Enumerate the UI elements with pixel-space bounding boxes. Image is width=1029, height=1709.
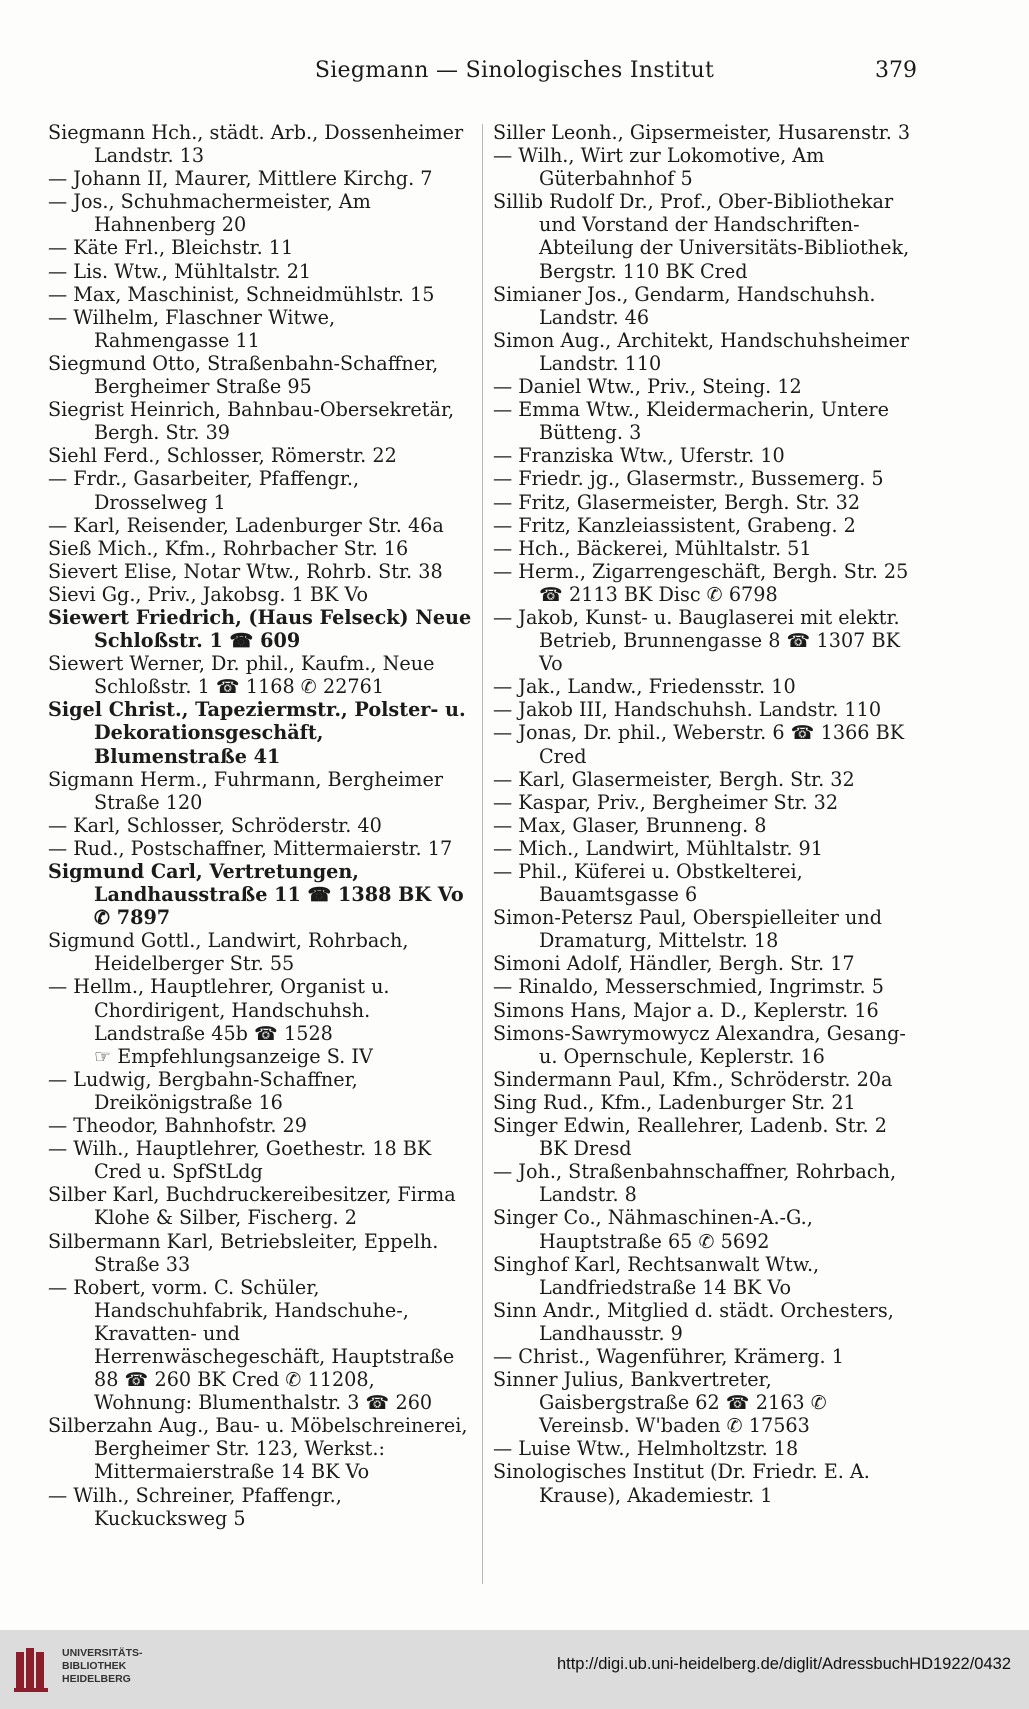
directory-entry: Siewert Werner, Dr. phil., Kaufm., Neue Schloßstr. 1 ☎ 1168 ✆ 22761 [48,652,435,699]
directory-entry: — Max, Maschinist, Schneidmühlstr. 15 [48,282,435,306]
directory-entry: Sigmann Herm., Fuhrmann, Bergheimer Straße 120 [48,767,443,814]
directory-entry: Sigmund Carl, Vertretungen, Landhausstraße 11 ☎ 1388 BK Vo ✆ 7897 [48,860,464,930]
directory-entry: Siegrist Heinrich, Bahnbau-Obersekretär, Bergh. Str. 39 [48,398,455,445]
directory-entry: — Emma Wtw., Kleidermacherin, Untere Bütteng. 3 [493,398,889,445]
directory-entry: — Daniel Wtw., Priv., Steing. 12 [493,375,802,399]
directory-entry: — Christ., Wagenführer, Krämerg. 1 [493,1344,844,1368]
directory-entry: — Hch., Bäckerei, Mühltalstr. 51 [493,536,812,560]
directory-entry: — Rinaldo, Messerschmied, Ingrimstr. 5 [493,975,884,999]
directory-entry: — Lis. Wtw., Mühltalstr. 21 [48,259,312,283]
directory-entry: — Frdr., Gasarbeiter, Pfaffengr., Drosselweg 1 [48,467,360,514]
running-header [0,58,1029,92]
directory-entry: Sigel Christ., Tapeziermstr., Polster- u. Dekorationsgeschäft, Blumenstraße 41 [48,698,466,768]
directory-entry: Simon Aug., Architekt, Handschuhsheimer Landstr. 110 [493,328,910,375]
directory-entry: Simoni Adolf, Händler, Bergh. Str. 17 [493,952,855,976]
directory-entry: — Hellm., Hauptlehrer, Organist u. Chordirigent, Handschuhsh. Landstraße 45b ☎ 1528 [48,975,390,1045]
directory-entry: — Franziska Wtw., Uferstr. 10 [493,444,785,468]
directory-entry: Simons Hans, Major a. D., Keplerstr. 16 [493,998,879,1022]
page-header-title: Siegmann — Sinologisches Institut [314,58,715,83]
directory-entry: — Rud., Postschaffner, Mittermaierstr. 17 [48,836,453,860]
directory-entry: — Friedr. jg., Glasermstr., Bussemerg. 5 [493,467,884,491]
directory-entry: Siegmann Hch., städt. Arb., Dossenheimer Landstr. 13 [48,121,464,168]
directory-entry: — Johann II, Maurer, Mittlere Kirchg. 7 [48,167,433,191]
directory-entry: — Wilh., Schreiner, Pfaffengr., Kuckucksweg 5 [48,1483,342,1530]
directory-entry: Sing Rud., Kfm., Ladenburger Str. 21 [493,1090,856,1114]
directory-entry: — Phil., Küferei u. Obstkelterei, Bauamtsgasse 6 [493,860,803,907]
directory-entry: Siewert Friedrich, (Haus Felseck) Neue Schloßstr. 1 ☎ 609 [48,605,472,653]
library-name-line: BIBLIOTHEK [62,1660,127,1672]
directory-entry: Silberzahn Aug., Bau- u. Möbelschreinerei, Bergheimer Str. 123, Werkst.: Mittermaierstraße 14 BK Vo [48,1414,468,1484]
directory-entry: Sinner Julius, Bankvertreter, Gaisbergstraße 62 ☎ 2163 ✆ Vereinsb. W'baden ✆ 17563 [493,1368,827,1438]
library-name [62,1647,143,1686]
directory-entry: Siller Leonh., Gipsermeister, Husarenstr. 3 [493,121,911,144]
directory-entry: Singer Edwin, Reallehrer, Ladenb. Str. 2 BK Dresd [493,1114,887,1161]
directory-entry: — Karl, Reisender, Ladenburger Str. 46a [48,513,444,537]
directory-entry: Sillib Rudolf Dr., Prof., Ober-Bibliothekar und Vorstand der Handschriften-Abteilung der Universitäts-Bibliothek, Bergstr. 110 BK Cred [493,190,910,283]
directory-entry: — Karl, Glasermeister, Bergh. Str. 32 [493,767,855,791]
directory-entry: ☞ Empfehlungsanzeige S. IV [94,1044,373,1068]
directory-entry: Sievi Gg., Priv., Jakobsg. 1 BK Vo [48,582,369,606]
directory-entry: Sinn Andr., Mitglied d. städt. Orchesters, Landhausstr. 9 [493,1298,894,1345]
directory-entry: Simon-Petersz Paul, Oberspielleiter und Dramaturg, Mittelstr. 18 [493,906,883,953]
directory-entry: — Jakob III, Handschuhsh. Landstr. 110 [493,698,882,722]
directory-entry: — Theodor, Bahnhofstr. 29 [48,1114,307,1138]
directory-entry: — Karl, Schlosser, Schröderstr. 40 [48,813,382,837]
directory-entry: Simons-Sawrymowycz Alexandra, Gesang- u. Opernschule, Keplerstr. 16 [493,1021,906,1068]
directory-entry: Sigmund Gottl., Landwirt, Rohrbach, Heidelberger Str. 55 [48,929,409,976]
directory-entry: — Luise Wtw., Helmholtzstr. 18 [493,1437,799,1461]
left-column [48,121,473,1530]
directory-entry: Singer Co., Nähmaschinen-A.-G., Hauptstraße 65 ✆ 5692 [493,1206,813,1253]
directory-entry: — Jak., Landw., Friedensstr. 10 [493,675,796,699]
directory-entry: — Herm., Zigarrengeschäft, Bergh. Str. 25 ☎ 2113 BK Disc ✆ 6798 [493,559,909,606]
directory-entry: — Kaspar, Priv., Bergheimer Str. 32 [493,790,839,814]
directory-entry: — Wilh., Hauptlehrer, Goethestr. 18 BK Cred u. SpfStLdg [48,1137,432,1184]
directory-entry: Singhof Karl, Rechtsanwalt Wtw., Landfriedstraße 14 BK Vo [493,1252,820,1299]
directory-entry: Simianer Jos., Gendarm, Handschuhsh. Landstr. 46 [493,282,876,329]
directory-entry: Sieß Mich., Kfm., Rohrbacher Str. 16 [48,536,409,560]
directory-entry: — Joh., Straßenbahnschaffner, Rohrbach, Landstr. 8 [493,1160,897,1207]
library-name-line: HEIDELBERG [62,1673,131,1685]
directory-entry: Sinologisches Institut (Dr. Friedr. E. A. Krause), Akademiestr. 1 [493,1460,870,1507]
library-footer-bar [0,1630,1029,1709]
directory-entry: — Fritz, Glasermeister, Bergh. Str. 32 [493,490,861,514]
library-logo-icon [14,1642,54,1694]
right-column [493,121,918,1507]
directory-entry: Siegmund Otto, Straßenbahn-Schaffner, Bergheimer Straße 95 [48,351,439,399]
directory-entry: — Käte Frl., Bleichstr. 11 [48,236,294,260]
library-name-line: UNIVERSITÄTS- [62,1647,143,1659]
directory-entry: — Wilhelm, Flaschner Witwe, Rahmengasse 11 [48,305,336,352]
directory-entry: — Fritz, Kanzleiassistent, Grabeng. 2 [493,513,856,537]
directory-entry: — Ludwig, Bergbahn-Schaffner, Dreikönigstraße 16 [48,1067,358,1114]
directory-entry: Sievert Elise, Notar Wtw., Rohrb. Str. 38 [48,559,443,583]
directory-entry: — Jakob, Kunst- u. Bauglaserei mit elektr. Betrieb, Brunnengasse 8 ☎ 1307 BK Vo [493,605,900,676]
directory-entry: — Jonas, Dr. phil., Weberstr. 6 ☎ 1366 BK Cred [493,721,905,768]
directory-entry: — Max, Glaser, Brunneng. 8 [493,813,767,837]
directory-entry: — Jos., Schuhmachermeister, Am Hahnenberg 20 [48,190,371,237]
directory-entry: — Robert, vorm. C. Schüler, Handschuhfabrik, Handschuhe-, Kravatten- und Herrenwäschegeschäft, Hauptstraße 88 ☎ 260 BK Cred ✆ 11208, Wohnung: Blumenthalstr. 3 ☎ 260 [48,1275,455,1415]
directory-entry: Silber Karl, Buchdruckereibesitzer, Firma Klohe & Silber, Fischerg. 2 [48,1183,456,1230]
page-number: 379 [875,58,917,83]
directory-entry: — Wilh., Wirt zur Lokomotive, Am Güterbahnhof 5 [493,144,825,191]
directory-entry: Silbermann Karl, Betriebsleiter, Eppelh. Straße 33 [48,1229,439,1276]
directory-entry: Sindermann Paul, Kfm., Schröderstr. 20a [493,1067,893,1091]
directory-entry: Siehl Ferd., Schlosser, Römerstr. 22 [48,444,397,468]
source-url-link[interactable]: http://digi.ub.uni-heidelberg.de/diglit/AdressbuchHD1922/0432 [556,1655,1011,1673]
column-divider [482,124,483,1584]
directory-entry: — Mich., Landwirt, Mühltalstr. 91 [493,836,823,860]
